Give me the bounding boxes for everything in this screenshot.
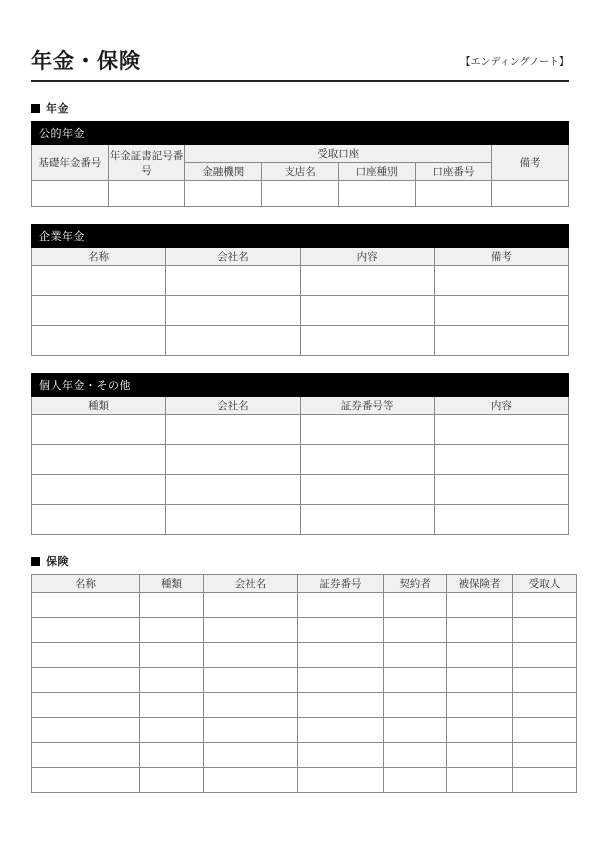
col-header-meisho: 名称 [32, 248, 166, 266]
cell-shurui[interactable] [140, 768, 204, 793]
cell-kaishamei[interactable] [166, 326, 300, 356]
cell-shurui[interactable] [32, 415, 166, 445]
cell-shoken-bango-to[interactable] [300, 475, 434, 505]
table-row[interactable] [32, 266, 569, 296]
cell-uketorinin[interactable] [513, 693, 577, 718]
page-title: 年金・保険 [31, 49, 141, 73]
cell-keiyakusha[interactable] [384, 718, 447, 743]
cell-shurui[interactable] [32, 475, 166, 505]
cell-shoken-bango-to[interactable] [300, 505, 434, 535]
cell-kaishamei[interactable] [166, 266, 300, 296]
col-header-bikou: 備考 [492, 145, 569, 181]
cell-meisho[interactable] [32, 668, 140, 693]
cell-shurui[interactable] [32, 445, 166, 475]
cell-uketorinin[interactable] [513, 768, 577, 793]
cell-bikou[interactable] [434, 296, 568, 326]
cell-shitenmei[interactable] [262, 181, 339, 207]
cell-bikou[interactable] [434, 326, 568, 356]
cell-kiso-nenkin-bango[interactable] [32, 181, 109, 207]
document-tag: 【エンディングノート】 [460, 57, 569, 68]
col-header-meisho: 名称 [32, 575, 140, 593]
cell-naiyo[interactable] [434, 415, 568, 445]
cell-bikou[interactable] [434, 266, 568, 296]
cell-naiyo[interactable] [434, 505, 568, 535]
cell-shoken-bango-to[interactable] [300, 445, 434, 475]
cell-shoken-bango[interactable] [298, 668, 384, 693]
cell-shurui[interactable] [140, 593, 204, 618]
section-heading-label: 年金 [46, 103, 69, 115]
cell-meisho[interactable] [32, 768, 140, 793]
table-header-row [32, 575, 577, 593]
cell-shoken-bango-to[interactable] [300, 415, 434, 445]
col-header-uketori-kouza: 受取口座 [185, 145, 492, 163]
table-row[interactable] [32, 181, 569, 207]
cell-kaishamei[interactable] [166, 475, 300, 505]
cell-kaishamei[interactable] [204, 768, 298, 793]
table-row[interactable] [32, 326, 569, 356]
cell-kinyu-kikan[interactable] [185, 181, 262, 207]
table-row[interactable] [32, 618, 577, 643]
cell-keiyakusha[interactable] [384, 743, 447, 768]
col-header-hihokensha: 被保険者 [447, 575, 513, 593]
cell-meisho[interactable] [32, 593, 140, 618]
table-caption-row [32, 225, 569, 248]
table-row[interactable] [32, 743, 577, 768]
cell-naiyo[interactable] [300, 296, 434, 326]
cell-shoken-bango[interactable] [298, 693, 384, 718]
cell-naiyo[interactable] [434, 445, 568, 475]
table-row[interactable] [32, 718, 577, 743]
cell-uketorinin[interactable] [513, 643, 577, 668]
table-caption-row [32, 122, 569, 145]
cell-kaishamei[interactable] [166, 415, 300, 445]
cell-keiyakusha[interactable] [384, 668, 447, 693]
table-row[interactable] [32, 475, 569, 505]
cell-bikou[interactable] [492, 181, 569, 207]
table-caption-row [32, 374, 569, 397]
section-heading-nenkin [31, 100, 569, 116]
cell-keiyakusha[interactable] [384, 643, 447, 668]
table-row[interactable] [32, 445, 569, 475]
cell-kaishamei[interactable] [204, 668, 298, 693]
col-header-shoken-bango-to: 証券番号等 [300, 397, 434, 415]
cell-shoken-bango[interactable] [298, 618, 384, 643]
cell-nenkin-shosho-bango[interactable] [108, 181, 185, 207]
col-header-naiyo: 内容 [434, 397, 568, 415]
table-row[interactable] [32, 593, 577, 618]
square-bullet-icon [31, 557, 40, 566]
cell-kaishamei[interactable] [204, 618, 298, 643]
title-row [31, 30, 569, 72]
table-header-row [32, 397, 569, 415]
col-header-kouza-bango: 口座番号 [415, 163, 492, 181]
col-header-keiyakusha: 契約者 [384, 575, 447, 593]
cell-kouza-bango[interactable] [415, 181, 492, 207]
cell-hihokensha[interactable] [447, 718, 513, 743]
table-row[interactable] [32, 296, 569, 326]
cell-kaishamei[interactable] [204, 643, 298, 668]
cell-kaishamei[interactable] [204, 743, 298, 768]
table-row[interactable] [32, 415, 569, 445]
table-kojin-nenkin-sonota [31, 373, 569, 535]
cell-shurui[interactable] [140, 718, 204, 743]
cell-keiyakusha[interactable] [384, 593, 447, 618]
table-row[interactable] [32, 768, 577, 793]
table-spacer [31, 207, 569, 224]
cell-meisho[interactable] [32, 618, 140, 643]
cell-shoken-bango[interactable] [298, 643, 384, 668]
cell-kaishamei[interactable] [166, 296, 300, 326]
cell-kouza-shubetsu[interactable] [338, 181, 415, 207]
cell-shurui[interactable] [32, 505, 166, 535]
section-heading-label: 保険 [46, 556, 69, 568]
table-caption: 公的年金 [32, 122, 569, 145]
table-row[interactable] [32, 668, 577, 693]
cell-hihokensha[interactable] [447, 668, 513, 693]
col-header-kiso-nenkin-bango: 基礎年金番号 [32, 145, 109, 181]
cell-shoken-bango[interactable] [298, 743, 384, 768]
cell-shurui[interactable] [140, 743, 204, 768]
table-row[interactable] [32, 643, 577, 668]
cell-keiyakusha[interactable] [384, 693, 447, 718]
col-header-bikou: 備考 [434, 248, 568, 266]
cell-hihokensha[interactable] [447, 643, 513, 668]
cell-shurui[interactable] [140, 618, 204, 643]
cell-shurui[interactable] [140, 643, 204, 668]
square-bullet-icon [31, 104, 40, 113]
cell-kaishamei[interactable] [204, 593, 298, 618]
cell-meisho[interactable] [32, 718, 140, 743]
cell-uketorinin[interactable] [513, 743, 577, 768]
cell-kaishamei[interactable] [166, 445, 300, 475]
cell-shoken-bango[interactable] [298, 718, 384, 743]
cell-uketorinin[interactable] [513, 718, 577, 743]
cell-hihokensha[interactable] [447, 768, 513, 793]
cell-hihokensha[interactable] [447, 693, 513, 718]
cell-meisho[interactable] [32, 326, 166, 356]
col-header-nenkin-shosho-bango: 年金証書記号番号 [108, 145, 185, 181]
cell-hihokensha[interactable] [447, 743, 513, 768]
table-kigyo-nenkin [31, 224, 569, 356]
table-caption: 個人年金・その他 [32, 374, 569, 397]
cell-naiyo[interactable] [300, 266, 434, 296]
cell-kaishamei[interactable] [166, 505, 300, 535]
table-spacer [31, 356, 569, 373]
cell-uketorinin[interactable] [513, 668, 577, 693]
title-divider [31, 80, 569, 82]
cell-meisho[interactable] [32, 743, 140, 768]
cell-shoken-bango[interactable] [298, 768, 384, 793]
table-row[interactable] [32, 505, 569, 535]
cell-keiyakusha[interactable] [384, 768, 447, 793]
col-header-kaishamei: 会社名 [204, 575, 298, 593]
table-header-row [32, 248, 569, 266]
table-koteki-nenkin [31, 121, 569, 207]
cell-keiyakusha[interactable] [384, 618, 447, 643]
section-heading-hoken [31, 553, 569, 569]
cell-uketorinin[interactable] [513, 593, 577, 618]
col-header-kinyu-kikan: 金融機関 [185, 163, 262, 181]
cell-meisho[interactable] [32, 266, 166, 296]
table-header-row-1 [32, 145, 569, 163]
cell-shoken-bango[interactable] [298, 593, 384, 618]
table-row[interactable] [32, 693, 577, 718]
cell-hihokensha[interactable] [447, 618, 513, 643]
table-hoken [31, 574, 577, 793]
cell-shurui[interactable] [140, 668, 204, 693]
col-header-shoken-bango: 証券番号 [298, 575, 384, 593]
col-header-shurui: 種類 [140, 575, 204, 593]
cell-meisho[interactable] [32, 296, 166, 326]
col-header-naiyo: 内容 [300, 248, 434, 266]
cell-shurui[interactable] [140, 693, 204, 718]
cell-kaishamei[interactable] [204, 718, 298, 743]
cell-uketorinin[interactable] [513, 618, 577, 643]
cell-hihokensha[interactable] [447, 593, 513, 618]
col-header-kaishamei: 会社名 [166, 248, 300, 266]
cell-kaishamei[interactable] [204, 693, 298, 718]
cell-naiyo[interactable] [434, 475, 568, 505]
col-header-shitenmei: 支店名 [262, 163, 339, 181]
cell-naiyo[interactable] [300, 326, 434, 356]
cell-meisho[interactable] [32, 693, 140, 718]
col-header-uketorinin: 受取人 [513, 575, 577, 593]
col-header-kaishamei: 会社名 [166, 397, 300, 415]
col-header-kouza-shubetsu: 口座種別 [338, 163, 415, 181]
cell-meisho[interactable] [32, 643, 140, 668]
table-caption: 企業年金 [32, 225, 569, 248]
col-header-shurui: 種類 [32, 397, 166, 415]
